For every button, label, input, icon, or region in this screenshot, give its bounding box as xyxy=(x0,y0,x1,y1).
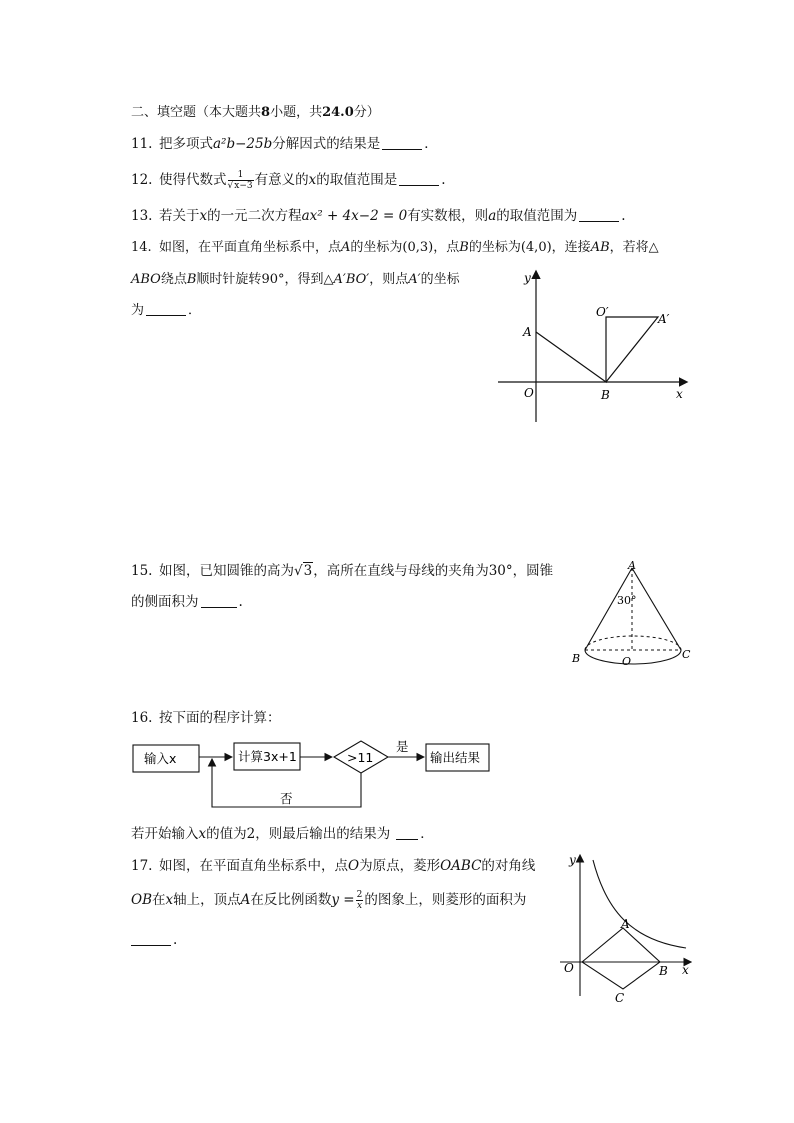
question-17-line-3: . xyxy=(131,930,177,950)
question-14-line-2: ABO绕点B顺时针旋转90°，得到△A′BO′，则点A′的坐标 xyxy=(131,272,460,287)
q12-fraction: $\frac{1}{√x-3}$ xyxy=(227,169,253,191)
label-B: B xyxy=(572,652,581,665)
answer-blank[interactable] xyxy=(201,593,237,608)
label-B: B xyxy=(659,964,668,978)
condition-label: >11 xyxy=(347,750,374,765)
triangles xyxy=(536,317,658,382)
answer-blank[interactable] xyxy=(146,301,186,316)
label-A: A xyxy=(523,325,532,339)
label-C: C xyxy=(682,648,691,661)
answer-blank[interactable] xyxy=(382,135,422,150)
q16-flowchart xyxy=(130,735,500,813)
question-17-line-1: 17. 如图，在平面直角坐标系中，点O为原点，菱形OABC的对角线 xyxy=(131,858,536,874)
question-17-line-2: OB在x轴上，顶点A在反比例函数y = $\frac{2}{x}$ 的图象上，则菱形的面积为 xyxy=(131,889,527,911)
hyperbola xyxy=(593,860,686,948)
label-O: O xyxy=(622,655,632,668)
question-15-line-2: 的侧面积为 . xyxy=(131,594,243,610)
label-x: x xyxy=(676,387,683,401)
q15-cone-figure xyxy=(568,556,698,676)
no-label: 否 xyxy=(280,791,293,806)
input-label: 输入x xyxy=(144,751,177,766)
label-O-prime: O′ xyxy=(596,305,609,319)
label-B: B xyxy=(601,388,610,402)
label-C: C xyxy=(615,991,625,1005)
compute-label: 计算3x+1 xyxy=(238,749,297,764)
q13-equation: ax² + 4x−2 = 0 xyxy=(301,208,408,224)
question-11: 11. 把多项式a²b−25b分解因式的结果是 ． xyxy=(131,136,438,152)
q14-coordinate-figure xyxy=(490,262,690,432)
question-14-line-1: 14. 如图，在平面直角坐标系中，点A的坐标为(0,3)，点B的坐标为(4,0)，连接AB，若将△ xyxy=(131,240,659,255)
answer-blank[interactable] xyxy=(579,207,619,222)
label-y: y xyxy=(569,853,576,867)
output-label: 输出结果 xyxy=(430,750,481,765)
yes-label: 是 xyxy=(396,739,409,754)
q11-expression: a²b−25b xyxy=(213,136,273,152)
answer-blank[interactable] xyxy=(396,825,418,840)
q17-rhombus-figure xyxy=(556,850,696,1005)
label-y: y xyxy=(524,271,531,285)
question-15-line-1: 15. 如图，已知圆锥的高为√3，高所在直线与母线的夹角为30°，圆锥 xyxy=(131,563,554,579)
answer-blank[interactable] xyxy=(399,171,439,186)
q17-fraction: $\frac{2}{x}$ xyxy=(356,889,363,911)
question-14-line-3: 为 ． xyxy=(131,303,202,318)
label-A: A xyxy=(628,559,636,572)
label-angle: 30° xyxy=(617,594,637,607)
question-12: 12. 使得代数式 $\frac{1}{√x-3}$ 有意义的x的取值范围是 . xyxy=(131,169,446,191)
label-O: O xyxy=(564,961,574,975)
question-16: 16. 按下面的程序计算： xyxy=(131,710,281,726)
label-A-prime: A′ xyxy=(658,312,670,326)
answer-blank[interactable] xyxy=(131,931,171,946)
label-A: A xyxy=(621,917,630,931)
section-heading: 二、填空题（本大题共8小题，共24.0分） xyxy=(131,105,380,120)
label-x: x xyxy=(682,963,689,977)
question-13: 13. 若关于x的一元二次方程ax² + 4x−2 = 0有实数根，则a的取值范围为 . xyxy=(131,208,626,224)
question-16-followup: 若开始输入x的值为2，则最后输出的结果为 ． xyxy=(131,826,434,842)
label-O: O xyxy=(524,386,534,400)
